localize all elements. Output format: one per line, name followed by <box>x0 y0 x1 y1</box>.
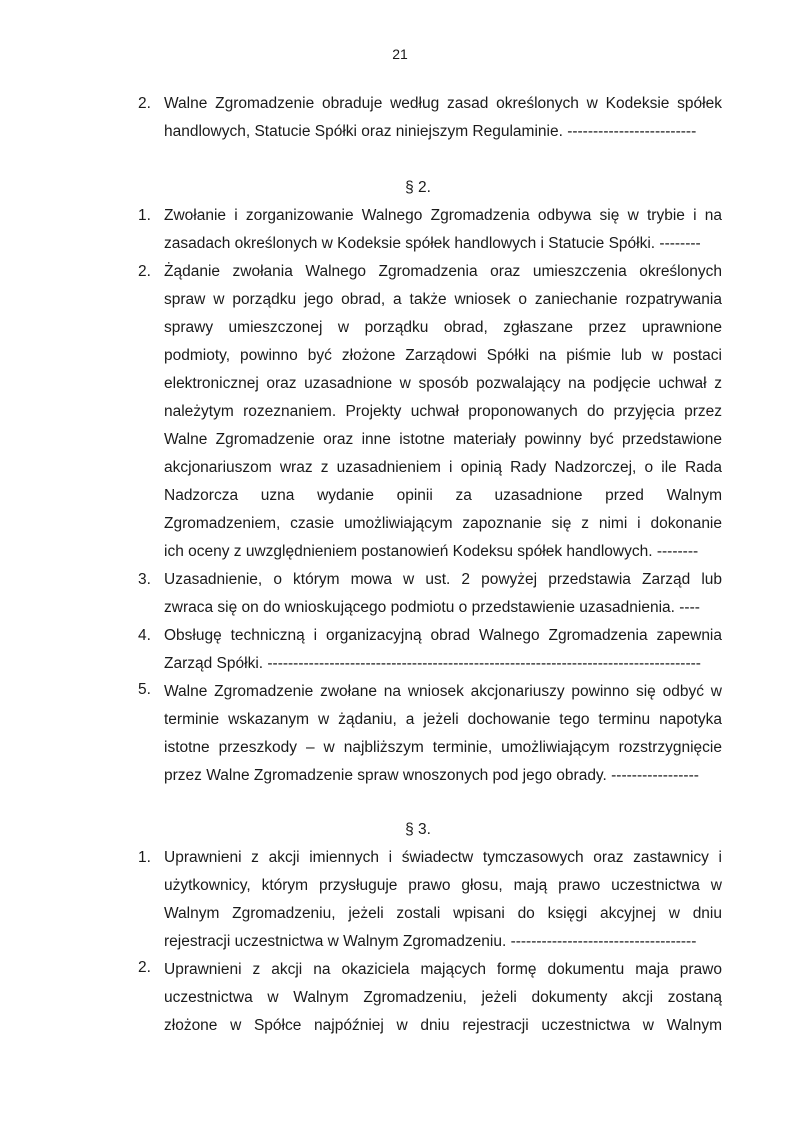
item-number: 5. <box>138 681 151 698</box>
paragraph-line: Nadzorcza uzna wydanie opinii za uzasadnione przed Walnym <box>164 487 722 504</box>
paragraph-line: istotne przeszkody – w najbliższym terminie, umożliwiającym rozstrzygnięcie <box>164 739 722 756</box>
paragraph-line: podmioty, powinno być złożone Zarządowi Spółki na piśmie lub w postaci <box>164 347 722 364</box>
paragraph-line: akcjonariuszom wraz z uzasadnieniem i opinią Rady Nadzorczej, o ile Rada <box>164 459 722 476</box>
paragraph-line: użytkownicy, którym przysługuje prawo głosu, mają prawo uczestnictwa w <box>164 877 722 894</box>
paragraph-line: Zwołanie i zorganizowanie Walnego Zgromadzenia odbywa się w trybie i na <box>164 207 722 224</box>
paragraph-line: należytym rozeznaniem. Projekty uchwał proponowanych do przyjęcia przez <box>164 403 722 420</box>
section-heading: § 3. <box>405 821 431 838</box>
paragraph-line: Zarząd Spółki. ------------------------------------------------------------------------------------ <box>164 655 701 672</box>
item-number: 1. <box>138 207 151 224</box>
paragraph-line: rejestracji uczestnictwa w Walnym Zgromadzeniu. ------------------------------------ <box>164 933 697 950</box>
paragraph-line: zwraca się on do wnioskującego podmiotu o przedstawienie uzasadnienia. ---- <box>164 599 700 616</box>
paragraph-line: Żądanie zwołania Walnego Zgromadzenia oraz umieszczenia określonych <box>164 263 722 280</box>
paragraph-line: sprawy umieszczonej w porządku obrad, zgłaszane przez uprawnione <box>164 319 722 336</box>
item-number: 2. <box>138 959 151 976</box>
paragraph-line: ich oceny z uwzględnieniem postanowień Kodeksu spółek handlowych. -------- <box>164 543 699 560</box>
paragraph-line: przez Walne Zgromadzenie spraw wnoszonych pod jego obrady. ----------------- <box>164 767 699 784</box>
section-heading: § 2. <box>405 179 431 196</box>
item-number: 2. <box>138 95 151 112</box>
paragraph-line: Walne Zgromadzenie zwołane na wniosek akcjonariuszy powinno się odbyć w <box>164 683 722 700</box>
page-number: 21 <box>392 46 408 62</box>
paragraph-line: spraw w porządku jego obrad, a także wniosek o zaniechanie rozpatrywania <box>164 291 722 308</box>
item-number: 3. <box>138 571 151 588</box>
paragraph-line: złożone w Spółce najpóźniej w dniu rejestracji uczestnictwa w Walnym <box>164 1017 722 1034</box>
paragraph-line: Uprawnieni z akcji na okaziciela mających formę dokumentu maja prawo <box>164 961 722 978</box>
paragraph-line: zasadach określonych w Kodeksie spółek handlowych i Statucie Spółki. -------- <box>164 235 701 252</box>
item-number: 2. <box>138 263 151 280</box>
paragraph-line: handlowych, Statucie Spółki oraz niniejszym Regulaminie. ------------------------- <box>164 123 697 140</box>
paragraph-line: Zgromadzeniem, czasie umożliwiającym zapoznanie się z nimi i dokonanie <box>164 515 722 532</box>
paragraph-line: uczestnictwa w Walnym Zgromadzeniu, jeżeli dokumenty akcji zostaną <box>164 989 722 1006</box>
paragraph-line: Walne Zgromadzenie oraz inne istotne materiały powinny być przedstawione <box>164 431 722 448</box>
item-number: 4. <box>138 627 151 644</box>
paragraph-line: Walne Zgromadzenie obraduje według zasad określonych w Kodeksie spółek <box>164 95 722 112</box>
item-number: 1. <box>138 849 151 866</box>
paragraph-line: Uprawnieni z akcji imiennych i świadectw tymczasowych oraz zastawnicy i <box>164 849 722 866</box>
paragraph-line: Walnym Zgromadzeniu, jeżeli zostali wpisani do księgi akcyjnej w dniu <box>164 905 722 922</box>
paragraph-line: terminie wskazanym w żądaniu, a jeżeli dochowanie tego terminu napotyka <box>164 711 722 728</box>
paragraph-line: elektronicznej oraz uzasadnione w sposób pozwalający na podjęcie uchwał z <box>164 375 722 392</box>
paragraph-line: Obsługę techniczną i organizacyjną obrad Walnego Zgromadzenia zapewnia <box>164 627 722 644</box>
paragraph-line: Uzasadnienie, o którym mowa w ust. 2 powyżej przedstawia Zarząd lub <box>164 571 722 588</box>
